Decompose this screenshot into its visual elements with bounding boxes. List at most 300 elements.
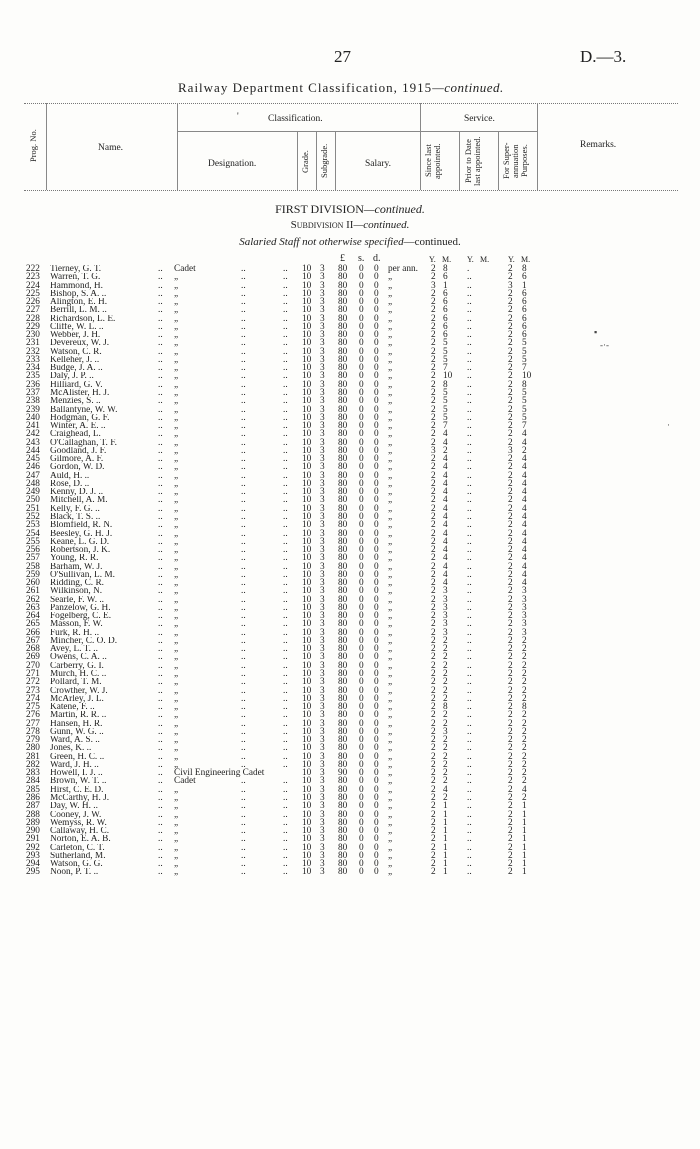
grade: 10 <box>302 635 312 646</box>
designation: „ <box>174 429 179 440</box>
super-years: 2 <box>508 619 513 630</box>
salary-pounds: 80 <box>338 867 348 878</box>
salary-pence: 0 <box>374 396 379 407</box>
since-months: 2 <box>443 685 448 696</box>
staff-name: Beesley, G. H. J. <box>50 529 113 538</box>
salary-shillings: 0 <box>359 462 364 473</box>
salary-period: „ <box>388 702 393 713</box>
since-years: 2 <box>431 652 436 663</box>
salary-shillings: 0 <box>359 520 364 531</box>
designation: „ <box>174 759 179 770</box>
super-years: 2 <box>508 793 513 803</box>
table-row <box>0 678 700 686</box>
super-months: 4 <box>522 569 527 580</box>
leader-dots: .. <box>158 321 163 332</box>
prior-dots: .. <box>467 842 472 853</box>
super-months: 8 <box>522 379 527 390</box>
since-years: 2 <box>431 669 436 680</box>
super-years: 2 <box>508 718 513 729</box>
salary-period: „ <box>388 611 393 622</box>
since-years: 2 <box>431 511 436 522</box>
subdivision-continued: —continued. <box>353 219 410 231</box>
salary-pence: 0 <box>374 545 379 556</box>
designation: „ <box>174 421 179 432</box>
since-months: 5 <box>443 354 448 365</box>
super-years: 2 <box>508 313 513 324</box>
super-months: 4 <box>522 462 527 473</box>
salary-pounds: 80 <box>338 321 348 332</box>
salary-period: „ <box>388 826 393 837</box>
salary-pence: 0 <box>374 454 379 465</box>
super-months: 8 <box>522 702 527 713</box>
prior-dots: .. <box>467 445 472 456</box>
salary-shillings: 0 <box>359 842 364 853</box>
super-months: 3 <box>522 594 527 605</box>
since-months: 5 <box>443 338 448 349</box>
leader-dots: .. <box>241 660 246 671</box>
prior-dots: .. <box>467 867 472 878</box>
salary-pounds: 80 <box>338 503 348 514</box>
salary-shillings: 0 <box>359 751 364 762</box>
leader-dots: .. <box>241 545 246 556</box>
table-row <box>0 306 700 314</box>
subgrade: 3 <box>320 784 325 795</box>
salary-shillings: 0 <box>359 627 364 638</box>
salary-shillings: 0 <box>359 859 364 870</box>
leader-dots: .. <box>241 718 246 729</box>
salary-shillings: 0 <box>359 264 364 274</box>
salary-shillings: 0 <box>359 503 364 514</box>
salary-pounds: 80 <box>338 652 348 663</box>
prior-dots: .. <box>467 288 472 299</box>
prog-no: 226 <box>26 297 40 308</box>
salary-shillings: 0 <box>359 677 364 688</box>
table-row <box>0 414 700 422</box>
staff-name: Day, W. H. .. <box>50 802 98 811</box>
leader-dots: .. <box>241 495 246 506</box>
super-years: 2 <box>508 693 513 704</box>
since-months: 5 <box>443 396 448 407</box>
prog-no: 276 <box>26 710 40 721</box>
subgrade: 3 <box>320 850 325 861</box>
salary-period: per ann. <box>388 264 418 274</box>
prior-dots: .. <box>467 677 472 688</box>
header-service: Service. <box>464 114 495 124</box>
salary-period: „ <box>388 652 393 663</box>
grade: 10 <box>302 685 312 696</box>
leader-dots: .. <box>283 578 288 589</box>
since-months: 4 <box>443 545 448 556</box>
leader-dots: .. <box>158 503 163 514</box>
salary-period: „ <box>388 363 393 374</box>
grade: 10 <box>302 859 312 870</box>
super-years: 2 <box>508 545 513 556</box>
salary-pounds: 90 <box>338 768 348 779</box>
salary-period: „ <box>388 594 393 605</box>
super-years: 2 <box>508 685 513 696</box>
prior-dots: .. <box>467 735 472 746</box>
super-years: 2 <box>508 338 513 349</box>
super-months: 5 <box>522 354 527 365</box>
salary-pence: 0 <box>374 751 379 762</box>
since-years: 2 <box>431 619 436 630</box>
prog-no: 251 <box>26 503 40 514</box>
since-months: 3 <box>443 586 448 597</box>
super-months: 1 <box>522 867 527 878</box>
leader-dots: .. <box>241 685 246 696</box>
subgrade: 3 <box>320 602 325 613</box>
leader-dots: .. <box>241 421 246 432</box>
prior-dots: . <box>467 264 470 274</box>
since-years: 2 <box>431 801 436 812</box>
since-months: 3 <box>443 619 448 630</box>
subgrade: 3 <box>320 718 325 729</box>
table-row <box>0 546 700 554</box>
since-years: 2 <box>431 793 436 803</box>
salary-period: „ <box>388 644 393 655</box>
since-years: 2 <box>431 297 436 308</box>
staff-name: Ward, A. S. .. <box>50 736 100 745</box>
salary-pounds: 80 <box>338 718 348 729</box>
leader-dots: .. <box>241 445 246 456</box>
staff-name: Norton, E. A. B. <box>50 835 111 844</box>
salary-shillings: 0 <box>359 759 364 770</box>
designation: „ <box>174 404 179 415</box>
salary-pounds: 80 <box>338 669 348 680</box>
since-years: 2 <box>431 842 436 853</box>
super-years: 2 <box>508 669 513 680</box>
leader-dots: .. <box>241 850 246 861</box>
staff-name: Noon, P. T. .. <box>50 868 99 877</box>
leader-dots: .. <box>241 354 246 365</box>
salary-shillings: 0 <box>359 495 364 506</box>
subgrade: 3 <box>320 669 325 680</box>
since-years: 2 <box>431 867 436 878</box>
staff-name: Young, R. R. <box>50 554 99 563</box>
prog-no: 262 <box>26 594 40 605</box>
leader-dots: .. <box>283 710 288 721</box>
super-years: 2 <box>508 272 513 283</box>
salary-period: „ <box>388 545 393 556</box>
subgrade: 3 <box>320 321 325 332</box>
super-years: 2 <box>508 305 513 316</box>
leader-dots: .. <box>241 735 246 746</box>
designation: „ <box>174 859 179 870</box>
table-row <box>0 868 700 876</box>
salary-pounds: 80 <box>338 735 348 746</box>
super-months: 1 <box>522 801 527 812</box>
salary-pence: 0 <box>374 834 379 845</box>
since-months: 4 <box>443 429 448 440</box>
grade: 10 <box>302 817 312 828</box>
super-years: 2 <box>508 354 513 365</box>
since-months: 2 <box>443 743 448 754</box>
leader-dots: .. <box>158 635 163 646</box>
salary-shillings: 0 <box>359 280 364 291</box>
salary-pounds: 80 <box>338 644 348 655</box>
table-row <box>0 703 700 711</box>
prior-dots: .. <box>467 371 472 382</box>
prog-no: 222 <box>26 264 40 274</box>
prior-dots: .. <box>467 718 472 729</box>
leader-dots: .. <box>158 470 163 481</box>
salary-pence: 0 <box>374 437 379 448</box>
salary-pence: 0 <box>374 487 379 498</box>
unit-super-months: M. <box>521 255 531 264</box>
staff-name: Martin, R. R. .. <box>50 711 107 720</box>
salary-pence: 0 <box>374 346 379 357</box>
designation: „ <box>174 834 179 845</box>
unit-prior-months: M. <box>480 255 490 264</box>
super-years: 2 <box>508 834 513 845</box>
salary-period: „ <box>388 528 393 539</box>
staff-name: Fogelberg, C. E. <box>50 612 112 621</box>
salary-shillings: 0 <box>359 478 364 489</box>
super-years: 2 <box>508 462 513 473</box>
grade: 10 <box>302 330 312 341</box>
designation: „ <box>174 685 179 696</box>
salary-pounds: 80 <box>338 396 348 407</box>
table-row <box>0 372 700 380</box>
running-head <box>178 80 504 96</box>
salary-pence: 0 <box>374 793 379 803</box>
designation: „ <box>174 346 179 357</box>
leader-dots: .. <box>283 330 288 341</box>
salary-pence: 0 <box>374 421 379 432</box>
super-years: 2 <box>508 412 513 423</box>
salary-shillings: 0 <box>359 702 364 713</box>
since-years: 2 <box>431 677 436 688</box>
staff-name: Searle, F. W. .. <box>50 595 105 604</box>
leader-dots: .. <box>283 280 288 291</box>
super-years: 2 <box>508 809 513 820</box>
salary-pounds: 80 <box>338 487 348 498</box>
salary-pounds: 80 <box>338 305 348 316</box>
leader-dots: .. <box>158 421 163 432</box>
prior-dots: .. <box>467 619 472 630</box>
subgrade: 3 <box>320 545 325 556</box>
designation: „ <box>174 594 179 605</box>
salary-pounds: 80 <box>338 536 348 547</box>
super-years: 2 <box>508 379 513 390</box>
leader-dots: .. <box>283 528 288 539</box>
leader-dots: .. <box>158 429 163 440</box>
leader-dots: .. <box>283 859 288 870</box>
leader-dots: .. <box>158 313 163 324</box>
leader-dots: .. <box>241 834 246 845</box>
salary-period: „ <box>388 536 393 547</box>
since-months: 7 <box>443 363 448 374</box>
since-years: 2 <box>431 371 436 382</box>
leader-dots: .. <box>158 693 163 704</box>
salary-period: „ <box>388 520 393 531</box>
designation: „ <box>174 801 179 812</box>
super-months: 2 <box>522 726 527 737</box>
super-years: 2 <box>508 776 513 787</box>
table-row <box>0 430 700 438</box>
super-years: 2 <box>508 437 513 448</box>
header-divider-grade <box>297 131 298 190</box>
salary-pence: 0 <box>374 859 379 870</box>
since-months: 4 <box>443 478 448 489</box>
super-months: 5 <box>522 346 527 357</box>
salary-period: „ <box>388 743 393 754</box>
since-months: 1 <box>443 842 448 853</box>
since-months: 1 <box>443 280 448 291</box>
staff-name: Robertson, J. K. <box>50 546 111 555</box>
grade: 10 <box>302 834 312 845</box>
designation: „ <box>174 288 179 299</box>
grade: 10 <box>302 288 312 299</box>
leader-dots: .. <box>283 743 288 754</box>
salary-pounds: 80 <box>338 511 348 522</box>
table-row <box>0 579 700 587</box>
designation: „ <box>174 793 179 803</box>
since-months: 2 <box>443 677 448 688</box>
header-divider-since <box>459 131 460 190</box>
salary-period: „ <box>388 759 393 770</box>
table-row <box>0 282 700 290</box>
designation: „ <box>174 511 179 522</box>
margin-mark-3: · <box>667 420 670 430</box>
salary-period: „ <box>388 834 393 845</box>
table-row <box>0 315 700 323</box>
subgrade: 3 <box>320 346 325 357</box>
super-months: 4 <box>522 553 527 564</box>
since-years: 2 <box>431 321 436 332</box>
since-years: 2 <box>431 487 436 498</box>
subgrade: 3 <box>320 520 325 531</box>
salary-shillings: 0 <box>359 437 364 448</box>
grade: 10 <box>302 611 312 622</box>
super-years: 2 <box>508 346 513 357</box>
super-years: 2 <box>508 735 513 746</box>
salary-pounds: 80 <box>338 602 348 613</box>
grade: 10 <box>302 801 312 812</box>
prior-dots: .. <box>467 710 472 721</box>
salary-pence: 0 <box>374 735 379 746</box>
salary-pence: 0 <box>374 288 379 299</box>
since-months: 6 <box>443 272 448 283</box>
running-head-continued: —continued. <box>432 80 504 95</box>
leader-dots: .. <box>241 602 246 613</box>
salary-shillings: 0 <box>359 387 364 398</box>
super-years: 2 <box>508 602 513 613</box>
salary-shillings: 0 <box>359 346 364 357</box>
table-row <box>0 463 700 471</box>
since-months: 3 <box>443 627 448 638</box>
prog-no: 260 <box>26 578 40 589</box>
salary-shillings: 0 <box>359 850 364 861</box>
since-months: 4 <box>443 578 448 589</box>
salary-pounds: 80 <box>338 470 348 481</box>
subgrade: 3 <box>320 586 325 597</box>
super-years: 2 <box>508 842 513 853</box>
prog-no: 263 <box>26 602 40 613</box>
salary-pence: 0 <box>374 305 379 316</box>
prog-no: 295 <box>26 867 40 878</box>
salary-period: „ <box>388 859 393 870</box>
subgrade: 3 <box>320 759 325 770</box>
table-row <box>0 381 700 389</box>
leader-dots: .. <box>283 371 288 382</box>
subgrade: 3 <box>320 793 325 803</box>
staff-name: Kelleher, J. .. <box>50 355 100 365</box>
salary-period: „ <box>388 660 393 671</box>
designation: „ <box>174 545 179 556</box>
prior-dots: .. <box>467 784 472 795</box>
leader-dots: .. <box>158 627 163 638</box>
grade: 10 <box>302 867 312 878</box>
since-months: 4 <box>443 487 448 498</box>
leader-dots: .. <box>283 445 288 456</box>
super-years: 2 <box>508 726 513 737</box>
prog-no: 279 <box>26 735 40 746</box>
designation: „ <box>174 652 179 663</box>
prog-no: 275 <box>26 702 40 713</box>
grade: 10 <box>302 354 312 365</box>
prog-no: 227 <box>26 305 40 316</box>
staff-name: Alington, E. H. <box>50 298 108 307</box>
prior-dots: .. <box>467 850 472 861</box>
designation: „ <box>174 354 179 365</box>
salary-pounds: 80 <box>338 635 348 646</box>
leader-dots: .. <box>241 578 246 589</box>
leader-dots: .. <box>158 305 163 316</box>
prior-dots: .. <box>467 297 472 308</box>
salary-pounds: 80 <box>338 280 348 291</box>
prior-dots: .. <box>467 313 472 324</box>
leader-dots: .. <box>241 586 246 597</box>
table-row <box>0 587 700 595</box>
salary-shillings: 0 <box>359 288 364 299</box>
staff-name: McCarthy, H. J. <box>50 794 110 803</box>
leader-dots: .. <box>283 470 288 481</box>
leader-dots: .. <box>158 545 163 556</box>
leader-dots: .. <box>241 412 246 423</box>
prog-no: 254 <box>26 528 40 539</box>
since-months: 4 <box>443 553 448 564</box>
designation: „ <box>174 627 179 638</box>
salary-period: „ <box>388 379 393 390</box>
since-months: 8 <box>443 379 448 390</box>
since-years: 2 <box>431 635 436 646</box>
leader-dots: .. <box>241 594 246 605</box>
unit-since-months: M. <box>442 255 452 264</box>
page-number: 27 <box>334 47 351 66</box>
salary-pounds: 80 <box>338 387 348 398</box>
staff-name: McAlister, H. J. <box>50 388 110 398</box>
leader-dots: .. <box>158 528 163 539</box>
designation: „ <box>174 536 179 547</box>
since-years: 2 <box>431 850 436 861</box>
prog-no: 256 <box>26 545 40 556</box>
prog-no: 253 <box>26 520 40 531</box>
margin-mark-1: ▪ <box>594 327 598 337</box>
since-years: 2 <box>431 520 436 531</box>
grade: 10 <box>302 437 312 448</box>
salary-pence: 0 <box>374 412 379 423</box>
salary-shillings: 0 <box>359 578 364 589</box>
super-months: 8 <box>522 264 527 274</box>
salary-shillings: 0 <box>359 363 364 374</box>
salary-period: „ <box>388 297 393 308</box>
super-months: 6 <box>522 330 527 341</box>
leader-dots: .. <box>158 404 163 415</box>
salary-shillings: 0 <box>359 776 364 787</box>
table-row <box>0 670 700 678</box>
table-row <box>0 653 700 661</box>
